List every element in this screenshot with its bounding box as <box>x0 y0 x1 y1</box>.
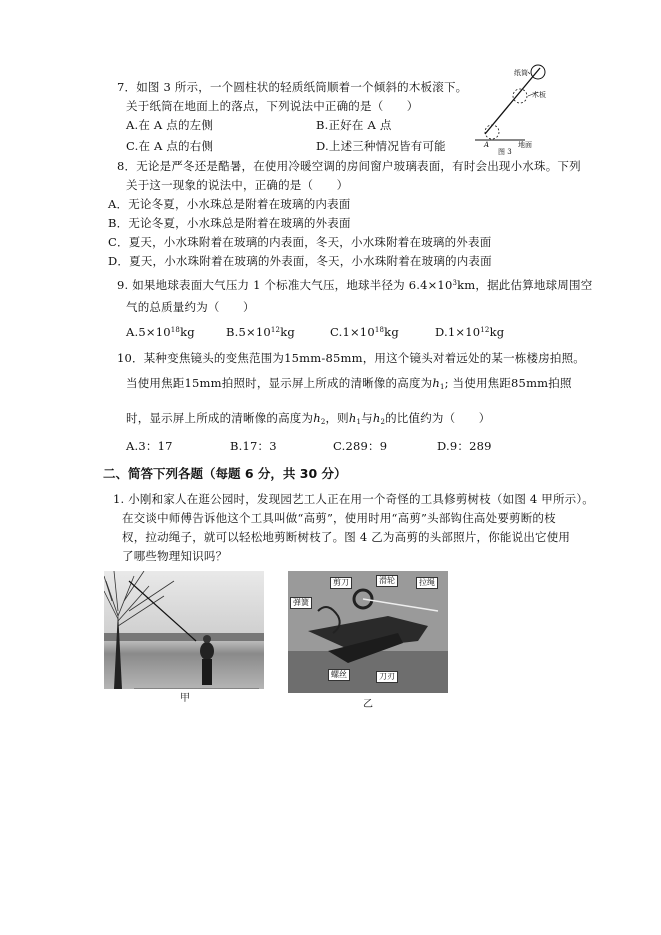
photo-gardener-drawing <box>104 571 264 689</box>
q9-d-exp: 12 <box>480 326 490 334</box>
q9-a-exp: 18 <box>170 326 181 334</box>
q8-stem-line2: 关于这一现象的说法中，正确的是（ ） <box>126 178 349 192</box>
q9-stem-line2: 气的总质量约为（ ） <box>126 300 255 314</box>
q9-a-unit: kg <box>180 325 195 339</box>
figure-3 <box>470 62 570 157</box>
q10-l3-c: 与 <box>361 411 373 425</box>
q9-c-base: C.1×10 <box>330 325 375 339</box>
q7-stem-line1: 7．如图 3 所示，一个圆柱状的轻质纸筒顺着一个倾斜的木板滚下。 <box>117 80 468 94</box>
worker-head <box>203 635 211 643</box>
label-pulley: 滑轮 <box>376 575 398 587</box>
board-line <box>485 68 540 134</box>
worker-body <box>200 642 214 660</box>
worker-legs <box>202 659 212 685</box>
q10-h1b-sub: 1 <box>356 418 362 426</box>
q10-option-d: D.9：289 <box>437 439 492 453</box>
label-spring: 弹簧 <box>290 597 312 609</box>
q8-option-a: A．无论冬夏，小水珠总是附着在玻璃的内表面 <box>108 197 351 211</box>
q9-option-d <box>435 327 504 339</box>
q9-b-base: B.5×10 <box>226 325 271 339</box>
q7-option-b: B.正好在 A 点 <box>316 118 392 132</box>
q9-c-unit: kg <box>384 325 399 339</box>
q10-option-c: C.289：9 <box>333 439 388 453</box>
q10-l2-b: ; 当使用焦距85mm拍照 <box>444 376 572 390</box>
q10-h2b: h <box>372 411 381 425</box>
q9-stem-line1 <box>117 280 592 292</box>
q10-stem-line2 <box>126 378 572 390</box>
q10-l3-d: 的比值约为（ ） <box>385 411 491 425</box>
treeline <box>104 633 264 641</box>
photo-b-caption: 乙 <box>363 699 373 710</box>
q10-h2-sub: 2 <box>320 418 326 426</box>
q9-d-unit: kg <box>489 325 505 339</box>
q9-option-b <box>226 327 295 339</box>
q10-l3-b: ，则 <box>325 411 349 425</box>
q10-h1: h <box>432 376 440 390</box>
q9-c-exp: 18 <box>374 326 385 334</box>
photo-gardener <box>104 571 264 689</box>
s1-line1: 1. 小刚和家人在逛公园时，发现园艺工人正在用一个奇怪的工具修剪树枝（如图 4 甲所示）。 <box>113 492 595 506</box>
label-blade: 刀刃 <box>376 671 398 683</box>
q9-stem-exp: 3 <box>452 279 458 287</box>
q7-option-c: C.在 A 点的右侧 <box>126 139 214 153</box>
q8-stem-line1: 8．无论是严冬还是酷暑，在使用冷暖空调的房间窗户玻璃表面，有时会出现小水珠。下列 <box>117 159 581 173</box>
q7-stem-line2: 关于纸筒在地面上的落点，下列说法中正确的是（ ） <box>126 99 419 113</box>
q10-stem-line3 <box>126 413 490 425</box>
fig3-caption: 图 3 <box>498 148 512 156</box>
fig3-ground-label: 地面 <box>518 141 532 149</box>
q10-stem-line1: 10．某种变焦镜头的变焦范围为15mm-85mm，用这个镜头对着远处的某一栋楼房拍照。 <box>117 351 586 365</box>
tree-trunk <box>114 611 122 689</box>
pole <box>129 581 196 641</box>
q9-d-base: D.1×10 <box>435 325 481 339</box>
q8-option-d: D．夏天，小水珠附着在玻璃的外表面，冬天，小水珠附着在玻璃的内表面 <box>108 254 492 268</box>
fig3-point-a: A <box>484 141 490 149</box>
q8-option-b: B．无论冬夏，小水珠总是附着在玻璃的外表面 <box>108 216 351 230</box>
tree-branches <box>104 571 174 626</box>
q10-l2-a: 当使用焦距15mm拍照时，显示屏上所成的清晰像的高度为 <box>126 376 433 390</box>
q9-option-c <box>330 327 399 339</box>
s1-line3: 杈，拉动绳子，就可以轻松地剪断树枝了。图 4 乙为高剪的头部照片，你能说出它使用 <box>122 530 571 544</box>
q9-b-exp: 12 <box>270 326 281 334</box>
q9-a-base: A.5×10 <box>126 325 171 339</box>
q7-option-a: A.在 A 点的左侧 <box>126 118 214 132</box>
photo-shear-head <box>288 571 448 693</box>
label-rope: 拉绳 <box>416 577 438 589</box>
q10-option-a: A.3：17 <box>126 439 173 453</box>
q10-h1b: h <box>348 411 357 425</box>
s1-line2: 在交谈中师傅告诉他这个工具叫做“高剪”，使用时用“高剪”头部钩住高处要剪断的枝 <box>122 511 556 525</box>
s1-line4: 了哪些物理知识吗？ <box>122 549 228 563</box>
section-2-title: 二、简答下列各题（每题 6 分，共 30 分） <box>103 466 347 481</box>
q10-h1-sub: 1 <box>439 383 445 391</box>
photo-a-caption: 甲 <box>180 693 190 704</box>
q10-h2: h <box>313 411 321 425</box>
q10-l3-a: 时，显示屏上所成的清晰像的高度为 <box>126 411 314 425</box>
fig3-tube-label: 纸筒 <box>514 69 528 77</box>
q9-b-unit: kg <box>280 325 295 339</box>
q9-option-a <box>126 327 195 339</box>
q10-h2b-sub: 2 <box>380 418 386 426</box>
fig3-board-label: 木板 <box>532 91 546 99</box>
tube-top <box>531 65 545 79</box>
tube-pointer <box>528 72 530 74</box>
q8-option-c: C．夏天，小水珠附着在玻璃的内表面，冬天，小水珠附着在玻璃的外表面 <box>108 235 492 249</box>
q10-option-b: B.17：3 <box>230 439 277 453</box>
label-scissors: 剪刀 <box>330 577 352 589</box>
q9-stem-post: km，据此估算地球周围空 <box>457 278 593 292</box>
photo-shear-drawing <box>288 571 448 693</box>
q9-stem-pre: 9. 如果地球表面大气压力 1 个标准大气压，地球半径为 6.4×10 <box>117 278 453 292</box>
label-screw: 螺丝 <box>328 669 350 681</box>
q7-option-d: D.上述三种情况皆有可能 <box>316 139 446 153</box>
